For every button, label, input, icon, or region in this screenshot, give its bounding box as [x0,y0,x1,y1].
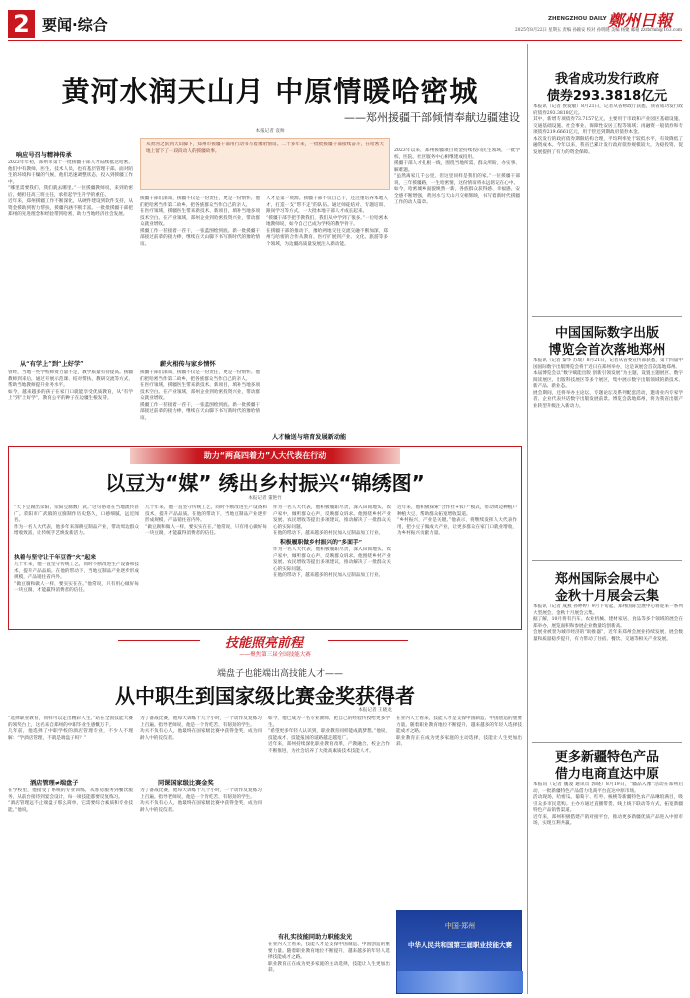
skills-subhead-2: 同课国家级比赛金奖 [158,780,214,787]
paper-english-name: ZHENGZHOU DAILY [548,16,607,22]
skills-byline: 本报记者 王晓龙 [358,708,392,713]
lead-headline: 黄河水润天山月 中原情暖哈密城 [61,75,479,108]
feature-col3-text: 作为一名人大代表，他积极履职尽责，深入田间地头、农户家中，倾听群众心声，反映群众诉求。他围绕乡村产业发展、农民增收等提出多项建议，推动解决了一批群众关心的实际问题。 在他的带动下，越来越多的村民加入豆制品加工行业。 [273,505,391,535]
masthead-logo: 鄭州日報 [608,11,673,30]
side4-title-line1: 更多新疆特色产品 [554,750,659,765]
side1-title-line2: 债券293.3818亿元 [546,89,668,104]
side3-title-line2: 金秋十月展会云集 [554,589,659,604]
side1-bottom-rule [532,316,682,317]
ad-contest-title: 中华人民共和国第三届职业技能大赛 [408,941,512,949]
feature-headline: 以豆为“媒” 绣出乡村振兴“锦绣图” [105,471,425,495]
lead-subhead-1: 响应号召与精神传承 [16,152,72,159]
feature-subhead-2: 积极履职做乡村振兴的“多面手” [280,540,363,546]
skills-col1-text: “选择职业教育，同样可以走出精彩人生。”站在全国技能大赛的领奖台上，这名来自郑州的中职毕业生感慨万千。 几年前，他选择了中职学校的酒店管理专业，不少人不理解：“学酒店管理，不就是端盘子吗？” [8,716,133,741]
feature-col4-text: 近年来，他积极探索“合作社+农户”模式，带动周边种植户种植大豆，帮助群众拓宽增收渠道。 “乡村振兴，产业是关键。”他表示，将继续发挥人大代表作用，把小豆子做成大产业，让更多群众在家门口就业增收，为乡村振兴贡献力量。 [397,505,517,536]
skills-col1b-text: 在学校里，他接受了系统的专业训练，从客房服务到餐饮服务，从前台接待到宴会设计，每一项技能都要反复练习。 “酒店管理远不止端盘子那么简单，它需要综合素质和专业技能。”他说。 [8,788,133,813]
lead-subhead-4: 人才输送与培育发展新动能 [272,434,347,441]
lead-col2-text: 援疆干部们深知，援疆不仅是一份责任，更是一份情怀。他们把哈密当作第二故乡，把各族群众当作自己的亲人。 在医疗领域，援疆医生带来新技术、新项目，填补当地多项技术空白。在产业领域，郑州企业到哈密投资兴业，带动群众就业增收。 援疆工作一茬接着一茬干，一张蓝图绘到底。新一批援疆干部接过前辈的接力棒，继续在天山脚下书写新时代的豫哈情谊。 [140,196,260,247]
lead-subhead-2: 从“有学上”到“上好学” [20,361,84,368]
date-line: 2025年8月22日 星期五 责编 孙颖安 校对 孙明晓 美编 杨婕 邮箱 zzrbrmb@163.com [514,28,682,33]
lead-col3-text: 人才是第一资源。援疆干部不仅自己干，还注重培养本地人才，打造一支“带不走”的队伍。通过师徒结对、专题培训、跟岗学习等方式，一大批本地干部人才成长起来。 “援疆干部手把手教我们，我们从中学到了很多。”一位哈密本地教师说，如今自己已成为学校的教学骨干。 在援疆干部的推动下，豫哈两地交往交流交融不断加深，郑州与哈密的合作从教育、医疗扩展到产业、文化、旅游等多个领域，为边疆高质量发展注入新动能。 [266,196,388,247]
feature-banner-text: 助力“两高四着力”人大代表在行动 [203,451,327,460]
feature-subhead-1: 执着与坚守让千年豆香“火”起来 [14,555,97,561]
lead-intro-box [140,138,390,190]
feature-col2-text: 几十年来，他一直坚守传统工艺，同时不断改进生产设备和技术，提升产品品质。在他的带动下，当地豆制品产业逐步形成规模，产品销往省内外。 “做豆腐和做人一样，要实实在在。”他常说，只有用心做好每一块豆腐，才能赢得消费者的信任。 [145,505,267,536]
side3-title-line1: 郑州国际会展中心 [554,572,659,587]
ad-stage-band [397,971,523,993]
side1-text: 本报讯（记者 侯爱敏）8月21日，记者从省财政厅获悉，我省成功发行政府债券293.3818亿元。 其中，新增专项债券73.7157亿元，主要用于市政和产业园区基础设施、交通基础设施、社会事业、保障性安居工程等领域；再融资一般债券和专项债券219.6661亿元，用于偿还到期政府债券本金。 本次发行的政府债券期限结构合理，平均利率处于较低水平，有效降低了融资成本。今年以来，我省已累计发行政府债券规模较大，为稳投资、促发展提供了有力的资金保障。 [533,104,683,155]
sidebar-divider [527,44,528,994]
skills-pretitle: 端盘子也能端出高技能人才—— [216,669,343,679]
skills-col3-text: 如今，他已成为一名专业教师，把自己的经验传授给更多学生。 “希望更多年轻人认识到，职业教育同样能成就梦想。”他说，技能成才、技能报国的道路越走越宽广。 近年来，郑州持续深化职业教育改革，产教融合、校企合作不断推进，为社会培养了大批高素质技术技能人才。 [268,716,390,754]
skills-col2-text: 为了备战比赛，他每天训练十几个小时，一个动作反复练习上百遍。指导老师说，他是一个肯吃苦、有韧劲的学生。 功夫不负有心人，他最终在国家级比赛中获得金奖，成为同龄人中的佼佼者。 [140,716,262,741]
skills-logo: 技能照亮前程 [200,632,328,651]
feature-col1-text: “天下豆腐出荥阳，荥阳豆腐数广武。”这句俗语在当地流传甚广。荥阳市广武镇的豆腐制作历史悠久，口感细腻，远近闻名。 作为一名人大代表，他多年来深耕豆制品产业，带动周边群众增收致富，让传统手艺焕发新活力。 [14,505,139,536]
side3-text: 本报讯（记者 成燕 孙婷婷）9月下旬起，郑州国际会展中心将迎来一系列大型展会，金秋十月展会云集。 据了解，10月将有汽车、农业机械、建材家居、食品等多个领域的展会在郑举办，展览面积和参展企业数量均创新高。 会展业被誉为城市经济的“助推器”，近年来郑州会展业持续发展，展会数量和质量稳步提升，有力带动了住宿、餐饮、交通等相关产业发展。 [533,604,683,642]
feature-byline: 本报记者 董艳竹 [248,496,282,501]
skills-contest-ad [396,910,522,994]
side2-title-line1: 中国国际数字出版 [554,326,659,341]
page-number: 2 [13,10,30,38]
skills-logo-sub: ——聚焦第三届全国技能大赛 [239,652,311,658]
section-title: 要闻·综合 [42,16,108,34]
skills-subhead-3: 有扎实技能同助力职能发光 [278,934,353,941]
lead-subhead-3: 薪火相传与家乡情怀 [160,361,216,368]
header-rule [8,40,682,41]
ad-city-label: 中国·郑州 [444,922,476,930]
side4-title-line2: 借力电商直达中原 [554,767,659,782]
lead-byline: 本报记者 袁帅 [255,129,285,134]
skills-col4-text: 在业内人士看来，技能人才是支撑中国制造、中国创造的重要力量。随着职业教育地位不断提升，越来越多的年轻人选择技能成才之路。 职业教育正在成为更多家庭的主动选择，技能让人生更加出彩。 [396,716,522,747]
lead-col2b-text: 援疆干部们深知，援疆不仅是一份责任，更是一份情怀。他们把哈密当作第二故乡，把各族群众当作自己的亲人。 在医疗领域，援疆医生带来新技术、新项目，填补当地多项技术空白。在产业领域，郑州企业到哈密投资兴业，带动群众就业增收。 援疆工作一茬接着一茬干，一张蓝图绘到底。新一批援疆干部接过前辈的接力棒，继续在天山脚下书写新时代的豫哈情谊。 [140,370,260,421]
feature-col1b-text: 几十年来，他一直坚守传统工艺，同时不断改进生产设备和技术，提升产品品质。在他的带动下，当地豆制品产业逐步形成规模，产品销往省内外。 “做豆腐和做人一样，要实实在在。”他常说，只有用心做好每一块豆腐，才能赢得消费者的信任。 [14,562,139,593]
side4-text: 本报讯（记者 魏凌 通讯员 郭晓）8月19日，“疆品入豫”活动在郑州启动，一批新疆特色产品借力电商平台直达中原市场。 活动现场，哈密瓜、葡萄干、红枣、核桃等新疆特色农产品琳琅满目，吸引众多市民选购。主办方通过直播带货、线上线下联动等方式，拓宽新疆特色产品销售渠道。 近年来，郑州积极搭建产销对接平台，推动更多新疆优质产品进入中原市场，实现互利共赢。 [533,782,683,826]
lead-col4-text: 2023年以来，郑州援疆项目资金持续投向民生领域，一批学校、医院、社区服务中心相继建成投用。 援疆干部人才扎根一线，围绕当地所需、群众所盼，办实事、解难题。 “虽然离家几千公里，但这里同样是我们的家。”一位援疆干部说，三年援疆路，一生哈密情，这份情谊将永远铭记在心中。 如今，哈密城乡面貌焕然一新，各族群众获得感、幸福感、安全感不断增强，黄河水与天山月交相辉映，书写着新时代援疆工作的动人篇章。 [394,148,520,205]
lead-col1-text: 2023年年初，郑州市第十一批援疆干部人才陆续抵达哈密。他们中有教师、医生、技术人员，也有基层管理干部。面对陌生的环境和干燥的气候，他们迅速调整状态，投入到援疆工作中。 “哪里需要我们，我们就去哪里。”一位援疆教师说，来到哈密后，她担任高三班主任，承担起学生升学的重任。 近年来，郑州援疆工作不断深化，从硬件建设到软件支持，从资金援助到智力帮扶，援疆内涵不断丰富。一批批援疆干部把郑州的先进理念和经验带到哈密，助力当地经济社会发展。 [8,160,133,217]
feature-banner [130,448,400,464]
side2-title-line2: 博览会首次落地郑州 [548,343,666,358]
skills-col2b-text: 为了备战比赛，他每天训练十几个小时，一个动作反复练习上百遍。指导老师说，他是一个肯吃苦、有韧劲的学生。 功夫不负有心人，他最终在国家级比赛中获得金奖，成为同龄人中的佼佼者。 [140,788,262,813]
side2-text: 本报讯（记者 秦华 苏瑞）8月21日，记者从省委宣传部获悉，第十四届中国国际数字出版博览会将于近日在郑州举办，这是该展会首次落地郑州。 本届博览会以“数字赋能出版 创新引领发展”为主题，设置主题展区、数字阅读展区、出版科技展区等多个展区，集中展示数字出版领域的新技术、新产品、新业态。 展会期间，还将举办主论坛、专题论坛及系列配套活动，邀请业内专家学者、企业代表共话数字出版发展前景。博览会落地郑州，将为我省出版产业转型升级注入新动力。 [533,358,683,409]
side1-title-line1: 我省成功发行政府 [554,72,659,87]
side2-bottom-rule [532,560,682,561]
lead-subtitle: ——郑州援疆干部倾情奉献边疆建设 [344,111,520,124]
lead-col1b-text: 曾经，当地一些学校师资力量不足，教学质量有待提高。援疆教师到来后，通过开展示范课、结对帮扶、教研交流等方式，帮助当地教师提升业务水平。 如今，越来越多的孩子在家门口就能享受优质教育，从“有学上”到“上好学”，教育公平的种子在边疆生根发芽。 [8,370,133,401]
feature-col3b-text: 作为一名人大代表，他积极履职尽责，深入田间地头、农户家中，倾听群众心声，反映群众诉求。他围绕乡村产业发展、农民增收等提出多项建议，推动解决了一批群众关心的实际问题。 在他的带动下，越来越多的村民加入豆制品加工行业。 [273,547,391,578]
lead-intro-text: 从黄河之滨到天山脚下，郑州市援疆干部用行动书写着豫哈情谊。二十多年来，一批批援疆干部接续奋斗，在哈密大地上留下了一段段动人的援疆故事。 [146,142,384,154]
side3-bottom-rule [532,742,682,743]
skills-headline: 从中职生到国家级比赛金奖获得者 [115,684,415,708]
skills-subhead-1: 酒店管理≠端盘子 [30,780,79,787]
skills-col3b-text: 在业内人士看来，技能人才是支撑中国制造、中国创造的重要力量。随着职业教育地位不断提升，越来越多的年轻人选择技能成才之路。 职业教育正在成为更多家庭的主动选择，技能让人生更加出彩。 [268,942,390,973]
